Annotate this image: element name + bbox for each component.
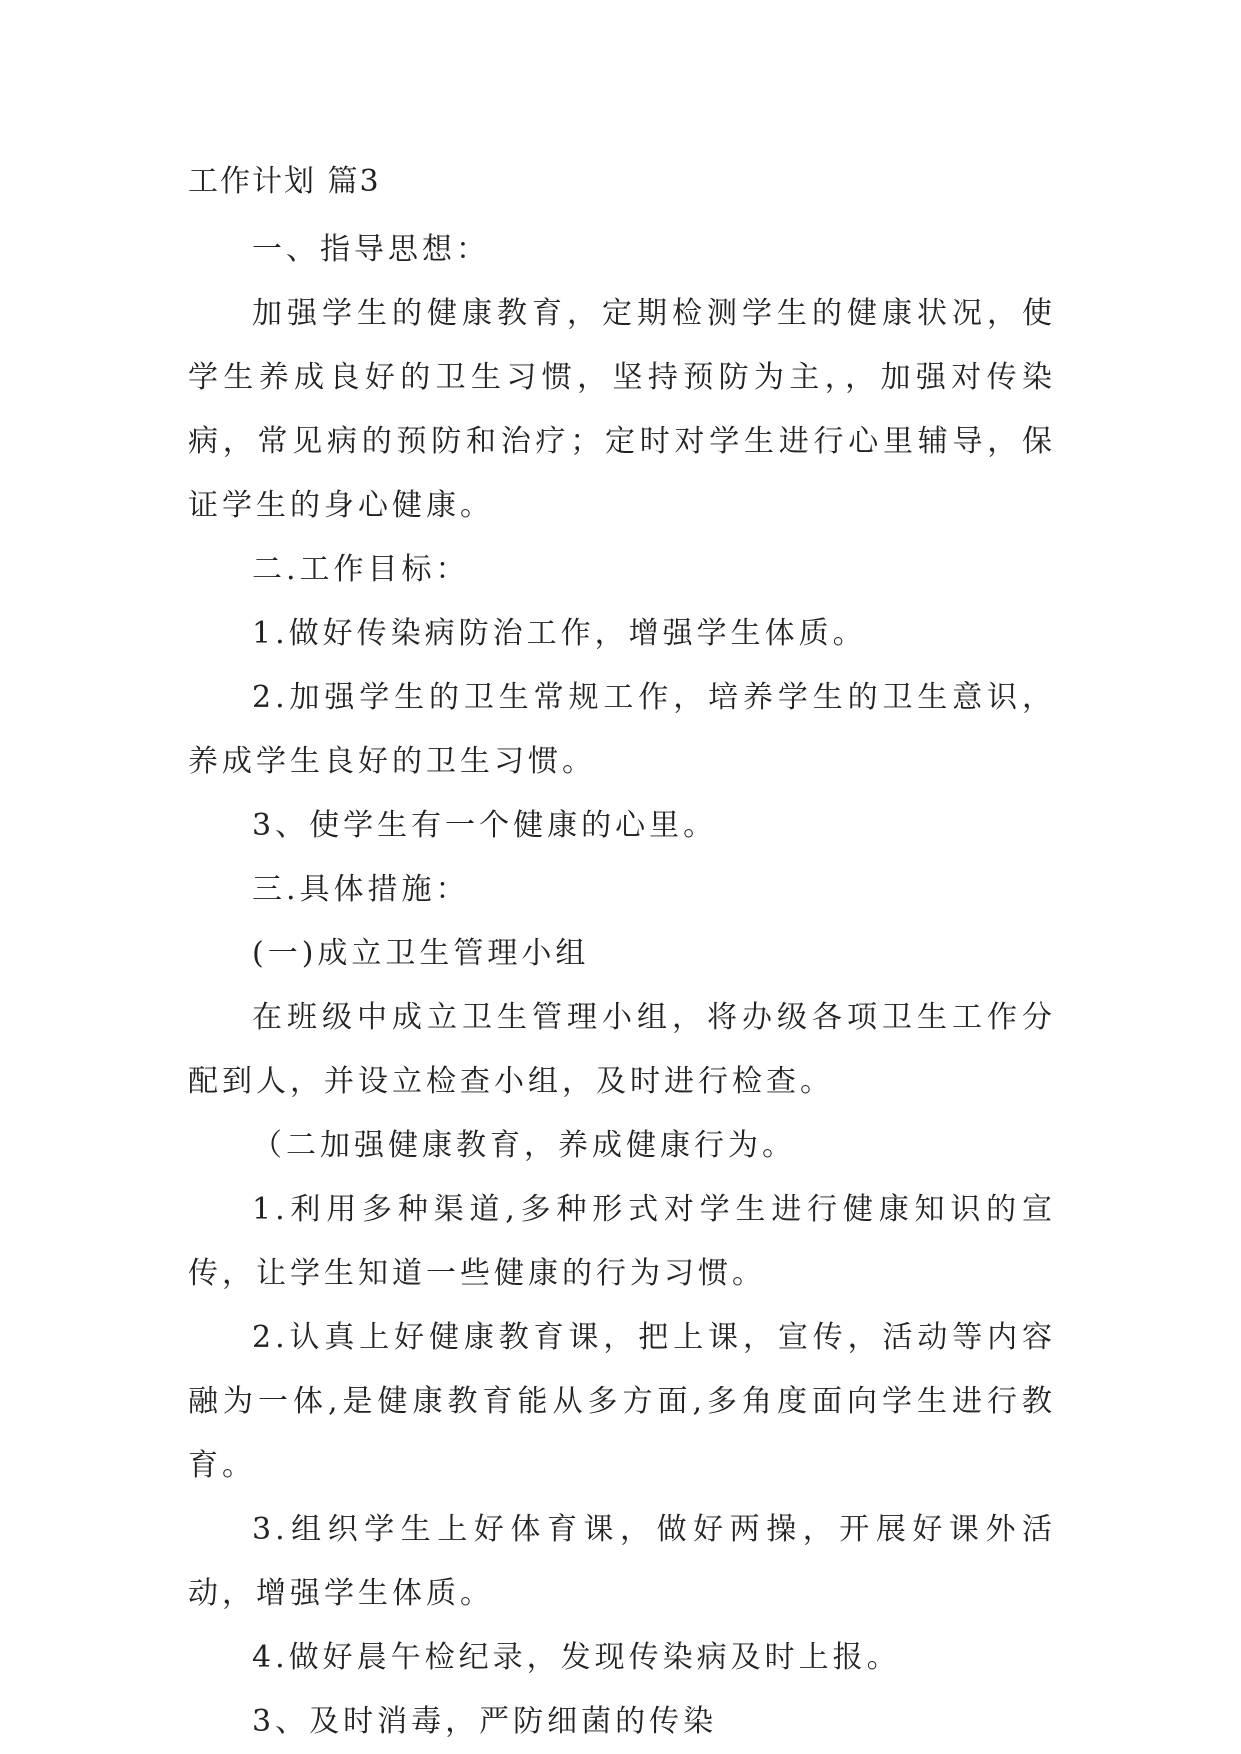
paragraph-management-group: 在班级中成立卫生管理小组，将办级各项卫生工作分配到人，并设立检查小组，及时进行检查。 bbox=[188, 1000, 1056, 1099]
section-heading-guiding-ideology: 一、指导思想： bbox=[252, 232, 490, 267]
goal-item-1: 1.做好传染病防治工作，增强学生体质。 bbox=[252, 616, 867, 651]
measure-item-5: 3、及时消毒，严防细菌的传染 bbox=[252, 1704, 718, 1739]
goal-item-2: 2.加强学生的卫生常规工作，培养学生的卫生意识，养成学生良好的卫生习惯。 bbox=[188, 680, 1056, 779]
document-body bbox=[188, 218, 1056, 1754]
measure-item-2: 2.认真上好健康教育课，把上课，宣传，活动等内容融为一体,是健康教育能从多方面,多角度面向学生进行教育。 bbox=[188, 1320, 1056, 1483]
paragraph-guiding-ideology: 加强学生的健康教育，定期检测学生的健康状况，使学生养成良好的卫生习惯，坚持预防为主，，加强对传染病，常见病的预防和治疗；定时对学生进行心里辅导，保证学生的身心健康。 bbox=[188, 296, 1056, 523]
document-title: 工作计划 篇3 bbox=[188, 164, 381, 199]
subsection-heading-2: （二加强健康教育，养成健康行为。 bbox=[252, 1128, 796, 1163]
goal-item-3: 3、使学生有一个健康的心里。 bbox=[252, 808, 718, 843]
measure-item-1: 1.利用多种渠道,多种形式对学生进行健康知识的宣传，让学生知道一些健康的行为习惯。 bbox=[188, 1192, 1056, 1291]
section-heading-measures: 三.具体措施： bbox=[252, 872, 470, 907]
measure-item-3: 3.组织学生上好体育课，做好两操，开展好课外活动，增强学生体质。 bbox=[188, 1512, 1056, 1611]
measure-item-4: 4.做好晨午检纪录，发现传染病及时上报。 bbox=[252, 1640, 901, 1675]
subsection-heading-1: (一)成立卫生管理小组 bbox=[252, 936, 590, 971]
section-heading-work-goals: 二.工作目标： bbox=[252, 552, 470, 587]
